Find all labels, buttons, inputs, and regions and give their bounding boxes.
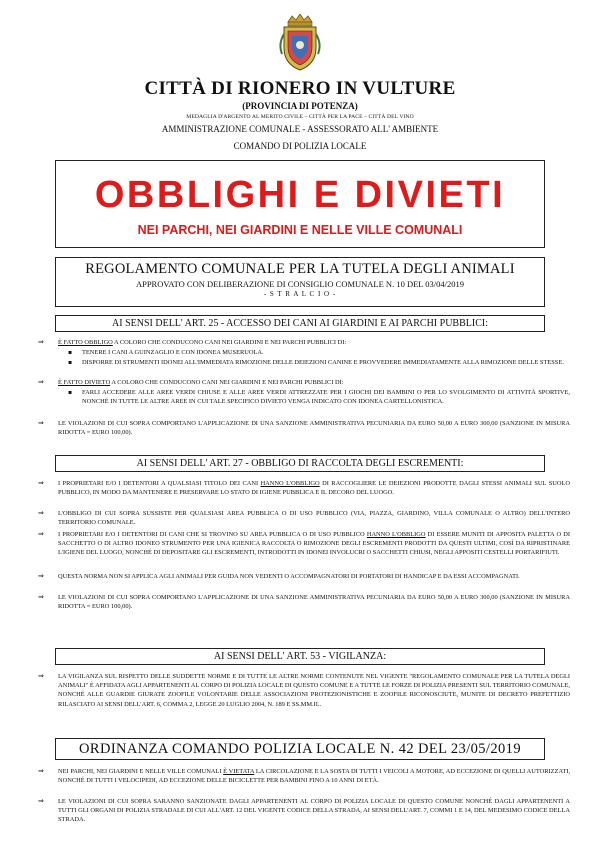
art27-obligation-1: HANNO L'OBBLIGO (260, 480, 320, 487)
art25-sub-1 (38, 348, 570, 357)
art27-paragraph-1 (38, 479, 570, 497)
arrow-icon: ⇒ (38, 509, 44, 517)
art27-p5-text: LE VIOLAZIONI DI CUI SOPRA COMPORTANO L'APPLICAZIONE DI UNA SANZIONE AMMINISTRATIVA PECUNIARIA DA EURO 50,00 A EURO 300,00 (SANZIONE IN MISURA RIDOTTA = EURO 100,00). (58, 594, 570, 611)
art27-paragraph-4 (38, 572, 570, 581)
ordinance-p1a-text: NEI PARCHI, NEI GIARDINI E NELLE VILLE COMUNALI (58, 768, 224, 775)
art27-paragraph-5 (38, 593, 570, 611)
bullet-icon: ▪ (68, 349, 73, 356)
art25-heading: AI SENSI DELL' ART. 25 - ACCESSO DEI CANI AI GIARDINI E AI PARCHI PUBBLICI: (55, 315, 545, 332)
regulation-title: REGOLAMENTO COMUNALE PER LA TUTELA DEGLI ANIMALI (85, 261, 515, 277)
arrow-icon: ⇒ (38, 767, 44, 775)
banner-subtitle: NEI PARCHI, NEI GIARDINI E NELLE VILLE COMUNALI (137, 223, 463, 237)
arrow-icon: ⇒ (38, 672, 44, 680)
art27-p3a-text: I PROPRIETARI E/O I DETENTORI DI CANI CHE SI TROVINO SU AREA PUBBLICA O DI USO PUBBLICO (58, 531, 367, 538)
art27-p1a-text: I PROPRIETARI E/O I DETENTORI A QUALSIASI TITOLO DEI CANI (58, 480, 261, 487)
city-crest-emblem (278, 14, 322, 72)
art25-obligation: È FATTO OBBLIGO (58, 339, 113, 346)
regulation-extract: - S T R A L C I O - (263, 290, 337, 298)
arrow-icon: ⇒ (38, 378, 44, 386)
arrow-icon: ⇒ (38, 797, 44, 805)
art25-paragraph-3 (38, 419, 570, 437)
art25-p2-text: A COLORO CHE CONDUCONO CANI NEI GIARDINI E NEI PARCHI PUBBLICI DI: (110, 379, 344, 386)
art53-paragraph-1 (38, 672, 570, 709)
art25-prohibition: È FATTO DIVIETO (58, 379, 111, 386)
art27-heading: AI SENSI DELL' ART. 27 - OBBLIGO DI RACCOLTA DEGLI ESCREMENTI: (55, 455, 545, 472)
art25-p1-text: A COLORO CHE CONDUCONO CANI NEI GIARDINI E NEI PARCHI PUBBLICI DI: (112, 339, 347, 346)
art27-p4-text: QUESTA NORMA NON SI APPLICA AGLI ANIMALI PER GUIDA NON VEDENTI O ACCOMPAGNATORI DI PORTATORI DI HANDICAP E DA ESSI ACCOMPAGNATI. (58, 573, 520, 580)
art27-paragraph-2 (38, 509, 570, 527)
arrow-icon: ⇒ (38, 338, 44, 346)
art27-p1b-text: DI RACCOGLIERE LE DEIEZIONI PRODOTTE DAGLI STESSI ANIMALI SUL SUOLO PUBBLICO, IN MODO DA MANTENERE E PRESERVARE LO STATO DI IGIENE PUBBLICA E IL DECORO DEL LUOGO. (58, 480, 570, 497)
ordinance-p1b-text: LA CIRCOLAZIONE E LA SOSTA DI TUTTI I VEICOLI A MOTORE, AD ECCEZIONE DI QUELLI AUTORIZZATI, NONCHÉ DI TUTTI I VELOCIPEDI, AD ECCEZIONE DELLE BICICLETTE PER BAMBINI FINO A 10 ANNI DI ETÀ. (58, 768, 570, 785)
art25-paragraph-1 (38, 338, 570, 347)
art27-p2-text: L'OBBLIGO DI CUI SOPRA SUSSISTE PER QUALSIASI AREA PUBBLICA O DI USO PUBBLICO (VIA, PIAZZA, GIARDINO, VILLA COMUNALE O ALTRO) DELL'INTERO TERRITORIO COMUNALE. (58, 510, 570, 527)
title-banner (55, 160, 545, 248)
art25-s1-text: TENERE I CANI A GUINZAGLIO E CON IDONEA MUSERUOLA. (82, 349, 264, 356)
ordinance-heading: ORDINANZA COMANDO POLIZIA LOCALE N. 42 DEL 23/05/2019 (55, 738, 545, 760)
ordinance-paragraph-2 (38, 797, 570, 825)
art25-paragraph-2 (38, 378, 570, 387)
art25-s2-text: DISPORRE DI STRUMENTI IDONEI ALL'IMMEDIATA RIMOZIONE DELLE DEIEZIONI CANINE E PROVVEDERE IMMEDIATAMENTE ALLA RIMOZIONE DELLE STESSE. (82, 359, 564, 366)
regulation-approval: APPROVATO CON DELIBERAZIONE DI CONSIGLIO COMUNALE N. 10 DEL 03/04/2019 (135, 279, 465, 289)
art27-obligation-2: HANNO L'OBBLIGO (366, 531, 426, 538)
art27-paragraph-3 (38, 530, 570, 558)
bullet-icon: ▪ (68, 389, 73, 396)
province-label: (PROVINCIA DI POTENZA) (242, 101, 358, 111)
ordinance-p2-text: LE VIOLAZIONI DI CUI SOPRA SARANNO SANZIONATE DAGLI APPARTENENTI AL CORPO DI POLIZIA LOCALE DI QUESTO COMUNE NONCHÉ DAGLI APPARTENENTI A TUTTI GLI ORGANI DI POLIZIA STRADALE DI CUI ALL'ART. 12 DEL VIGENTE CODICE DELLA STRADA, AI SENSI DELL'ART. 7, COMMI 1 E 14, DEL MEDESIMO CODICE DELLA STRADA. (58, 798, 570, 824)
art25-sub-3 (38, 388, 570, 406)
arrow-icon: ⇒ (38, 572, 44, 580)
medal-subtitle: MEDAGLIA D'ARGENTO AL MERITO CIVILE – CITTÀ PER LA PACE – CITTÀ DEL VINO (186, 114, 414, 120)
police-command-label: COMANDO DI POLIZIA LOCALE (233, 141, 367, 151)
banner-title: OBBLIGHI E DIVIETI (94, 174, 506, 216)
art53-heading: AI SENSI DELL' ART. 53 - VIGILANZA: (55, 648, 545, 665)
regulation-box (55, 257, 545, 307)
art25-sub-2 (38, 358, 570, 367)
ordinance-paragraph-1 (38, 767, 570, 785)
art25-s3-text: FARLI ACCEDERE ALLE AREE VERDI CHIUSE E ALLE AREE VERDI ATTREZZATE PER I GIOCHI DEI BAMBINI O PER LO SVOLGIMENTO DI ATTIVITÀ SPORTIVE, NONCHÉ IN TUTTE LE ALTRE AREE IN CUI TALE SPECIFICO DIVIETO VENGA INDICATO CON IDONEA CARTELLONISTICA. (82, 389, 570, 406)
art27-p3b-text: DI ESSERE MUNITI DI APPOSITA PALETTA O DI SACCHETTO O DI ALTRO IDONEO STRUMENTO PER UNA IGIENICA RACCOLTA O RIMOZIONE DEGLI ESCREMENTI PRODOTTI DA QUESTI ULTIMI, COSÌ DA RIPRISTINARE L'IGIENE DEL LUOGO, NONCHÉ DI DEPOSITARE GLI ESCREMENTI, INTRODOTTI IN IDONEI INVOLUCRI O SACCHETTI CHIUSI, NEGLI APPOSITI CESTELLI PORTARIFIUTI. (58, 531, 570, 557)
bullet-icon: ▪ (68, 359, 73, 366)
administration-label: AMMINISTRAZIONE COMUNALE - ASSESSORATO ALL' AMBIENTE (161, 124, 439, 134)
arrow-icon: ⇒ (38, 593, 44, 601)
ordinance-prohibition: È VIETATA (223, 768, 255, 775)
art25-p3-text: LE VIOLAZIONI DI CUI SOPRA COMPORTANO L'APPLICAZIONE DI UNA SANZIONE AMMINISTRATIVA PECUNIARIA DA EURO 50,00 A EURO 300,00 (SANZIONE IN MISURA RIDOTTA = EURO 100,00). (58, 420, 570, 437)
arrow-icon: ⇒ (38, 479, 44, 487)
arrow-icon: ⇒ (38, 530, 44, 538)
city-title: CITTÀ DI RIONERO IN VULTURE (144, 78, 456, 99)
arrow-icon: ⇒ (38, 419, 44, 427)
art53-p1-text: LA VIGILANZA SUL RISPETTO DELLE SUDDETTE NORME E DI TUTTE LE ALTRE NORME CONTENUTE NEL VIGENTE "REGOLAMENTO COMUNALE PER LA TUTELA DEGLI ANIMALI" È AFFIDATA AGLI APPARTENENTI AL CORPO DI POLIZIA LOCALE DI QUESTO COMUNE E A TUTTE LE FORZE DI POLIZIA PRESENTI SUL TERRITORIO COMUNALE, NONCHÉ ALLE GUARDIE GIURATE ZOOFILE VOLONTARIE DELLE ASSOCIAZIONI PROTEZIONISTICHE E ZOOFILE RICONOSCIUTE, MUNITE DI DECRETO PREFETTIZIO RILASCIATO AI SENSI DELL'ART. 6, COMMA 2, LEGGE 20 LUGLIO 2004, N. 189 E SS.MM.II.. (58, 673, 570, 708)
